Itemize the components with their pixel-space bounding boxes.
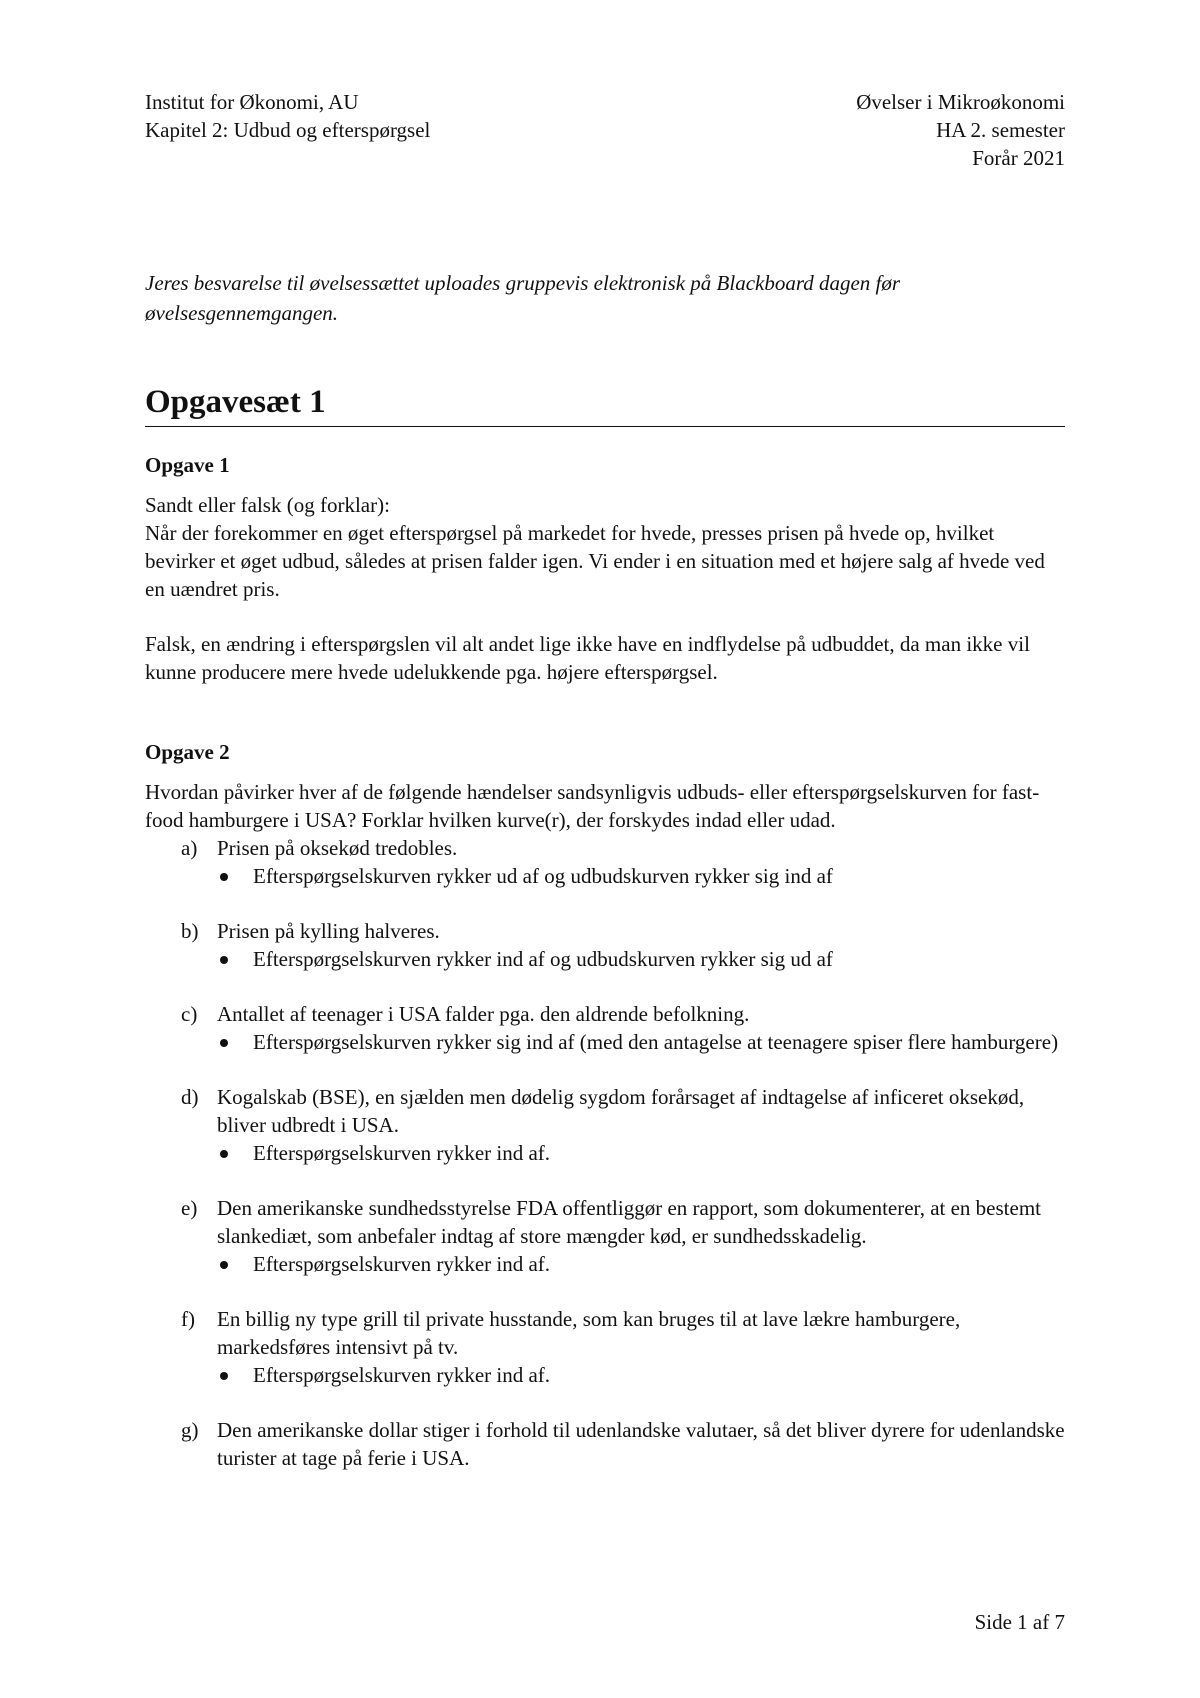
page-title: Opgavesæt 1 bbox=[145, 382, 1065, 427]
list-item-e bbox=[145, 1194, 1065, 1278]
item-answer: Efterspørgselskurven rykker ind af og udbudskurven rykker sig ud af bbox=[217, 945, 1065, 973]
item-text: En billig ny type grill til private husstande, som kan bruges til at lave lækre hamburgere, markedsføres intensivt på tv. bbox=[217, 1307, 961, 1359]
item-answer: Efterspørgselskurven rykker sig ind af (med den antagelse at teenagere spiser flere hamburgere) bbox=[217, 1028, 1065, 1056]
list-item-b bbox=[145, 917, 1065, 973]
list-item-f bbox=[145, 1305, 1065, 1389]
institution: Institut for Økonomi, AU bbox=[145, 90, 359, 114]
list-item-a bbox=[145, 834, 1065, 890]
instruction-text: Jeres besvarelse til øvelsessættet uploades gruppevis elektronisk på Blackboard dagen før øvelsesgennemgangen. bbox=[145, 271, 901, 325]
list-item-g bbox=[145, 1416, 1065, 1472]
item-label: g) bbox=[181, 1418, 199, 1442]
document-page bbox=[145, 88, 1065, 1499]
header-right bbox=[856, 88, 1065, 172]
opgave-1-statement: Når der forekommer en øget efterspørgsel på markedet for hvede, presses prisen på hvede op, hvilket bevirker et øget udbud, således at prisen falder igen. Vi ender i en situation med et højere salg af hvede ved en uændret pris. bbox=[145, 521, 1045, 601]
opgave-1-heading: Opgave 1 bbox=[145, 453, 230, 477]
opgave-1-section bbox=[145, 451, 1065, 686]
page-header bbox=[145, 88, 1065, 172]
item-text: Prisen på kylling halveres. bbox=[217, 919, 440, 943]
opgave-1-answer: Falsk, en ændring i efterspørgslen vil alt andet lige ikke have en indflydelse på udbuddet, da man ikke vil kunne producere mere hvede udelukkende pga. højere efterspørgsel. bbox=[145, 632, 1030, 684]
item-answer: Efterspørgselskurven rykker ind af. bbox=[217, 1250, 1065, 1278]
item-answer: Efterspørgselskurven rykker ind af. bbox=[217, 1361, 1065, 1389]
item-label: c) bbox=[181, 1002, 198, 1026]
list-item-c bbox=[145, 1000, 1065, 1056]
term: Forår 2021 bbox=[972, 146, 1065, 170]
opgave-1-prompt: Sandt eller falsk (og forklar): bbox=[145, 493, 390, 517]
page-number: Side 1 af 7 bbox=[974, 1610, 1065, 1634]
item-text: Kogalskab (BSE), en sjælden men dødelig sygdom forårsaget af indtagelse af inficeret oksekød, bliver udbredt i USA. bbox=[217, 1085, 1025, 1137]
item-label: e) bbox=[181, 1196, 198, 1220]
opgave-2-section bbox=[145, 738, 1065, 1472]
item-label: b) bbox=[181, 919, 199, 943]
item-text: Prisen på oksekød tredobles. bbox=[217, 836, 458, 860]
item-answer: Efterspørgselskurven rykker ud af og udbudskurven rykker sig ind af bbox=[217, 862, 1065, 890]
opgave-2-intro: Hvordan påvirker hver af de følgende hændelser sandsynligvis udbuds- eller efterspørgselskurven for fast-food hamburgere i USA? Forklar hvilken kurve(r), der forskydes indad eller udad. bbox=[145, 780, 1040, 832]
list-item-d bbox=[145, 1083, 1065, 1167]
item-text: Den amerikanske sundhedsstyrelse FDA offentliggør en rapport, som dokumenterer, at en bestemt slankediæt, som anbefaler indtag af store mængder kød, er sundhedsskadelig. bbox=[217, 1196, 1041, 1248]
item-label: f) bbox=[181, 1307, 195, 1331]
item-label: d) bbox=[181, 1085, 199, 1109]
item-text: Den amerikanske dollar stiger i forhold til udenlandske valutaer, så det bliver dyrere for udenlandske turister at tage på ferie i USA. bbox=[217, 1418, 1065, 1470]
chapter: Kapitel 2: Udbud og efterspørgsel bbox=[145, 118, 431, 142]
opgave-2-heading: Opgave 2 bbox=[145, 740, 230, 764]
item-label: a) bbox=[181, 836, 198, 860]
item-answer: Efterspørgselskurven rykker ind af. bbox=[217, 1139, 1065, 1167]
header-left bbox=[145, 88, 430, 172]
semester: HA 2. semester bbox=[936, 118, 1065, 142]
item-text: Antallet af teenager i USA falder pga. den aldrende befolkning. bbox=[217, 1002, 750, 1026]
course: Øvelser i Mikroøkonomi bbox=[856, 90, 1065, 114]
